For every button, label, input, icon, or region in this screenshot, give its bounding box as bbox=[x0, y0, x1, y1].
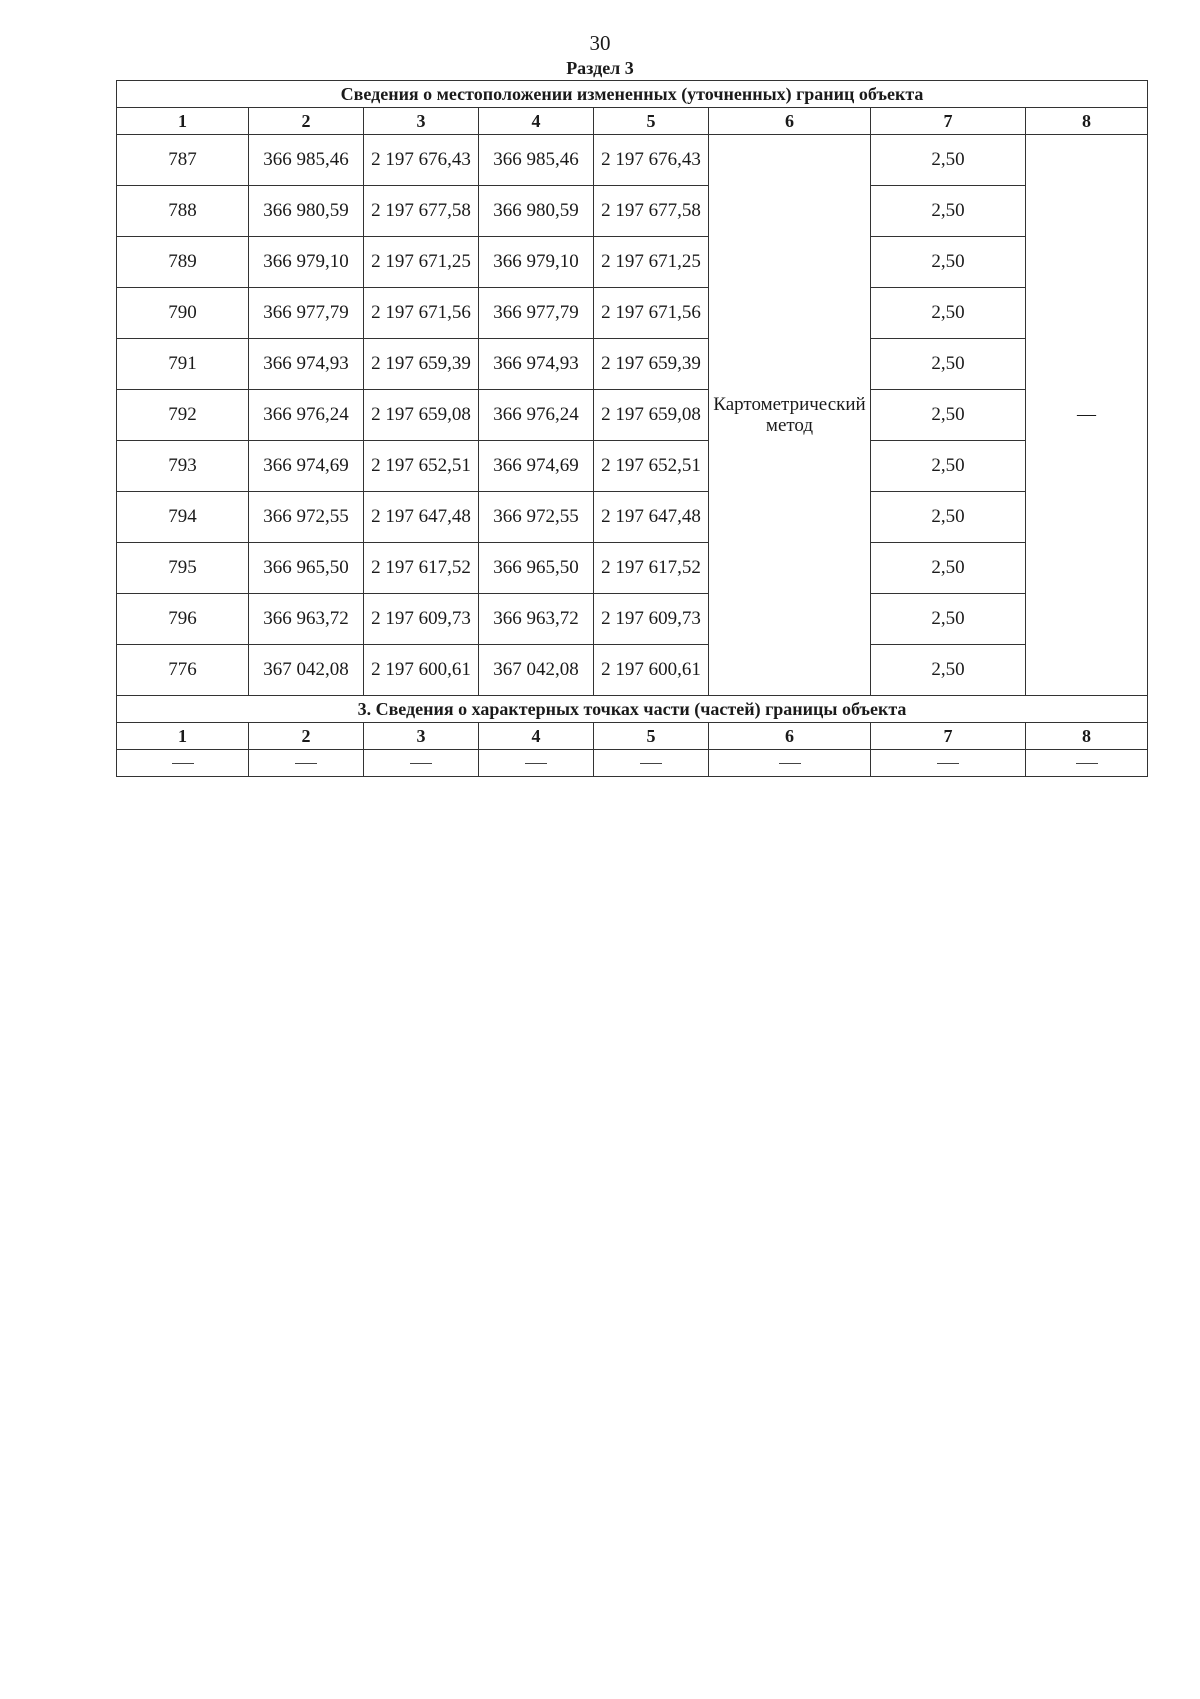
cell-x2: 366 977,79 bbox=[479, 288, 594, 339]
cell-y2: 2 197 676,43 bbox=[594, 135, 709, 186]
cell-point: 792 bbox=[117, 390, 249, 441]
cell-x1: 366 977,79 bbox=[249, 288, 364, 339]
cell-accuracy: 2,50 bbox=[871, 492, 1026, 543]
table2-column-number: 8 bbox=[1026, 723, 1148, 750]
cell-y2: 2 197 671,25 bbox=[594, 237, 709, 288]
cell-point: 788 bbox=[117, 186, 249, 237]
cell-x2: 366 980,59 bbox=[479, 186, 594, 237]
table-row bbox=[117, 594, 1148, 645]
cell-x2: 367 042,08 bbox=[479, 645, 594, 696]
cell-x2: 366 974,69 bbox=[479, 441, 594, 492]
cell-x1: 366 974,69 bbox=[249, 441, 364, 492]
cell-y2: 2 197 659,39 bbox=[594, 339, 709, 390]
cell-y2: 2 197 600,61 bbox=[594, 645, 709, 696]
cell-y2: 2 197 677,58 bbox=[594, 186, 709, 237]
cell-y1: 2 197 677,58 bbox=[364, 186, 479, 237]
table-row bbox=[117, 492, 1148, 543]
table-row bbox=[117, 288, 1148, 339]
cell-y2: 2 197 671,56 bbox=[594, 288, 709, 339]
table1-column-number: 5 bbox=[594, 108, 709, 135]
cell-y1: 2 197 671,25 bbox=[364, 237, 479, 288]
table-row bbox=[117, 441, 1148, 492]
cell-y1: 2 197 676,43 bbox=[364, 135, 479, 186]
cell-method: Картометрический метод bbox=[709, 135, 871, 696]
table2-column-number: 1 bbox=[117, 723, 249, 750]
cell-y1: 2 197 647,48 bbox=[364, 492, 479, 543]
cell-point: 793 bbox=[117, 441, 249, 492]
empty-cell bbox=[249, 750, 364, 777]
cell-x2: 366 979,10 bbox=[479, 237, 594, 288]
cell-y1: 2 197 617,52 bbox=[364, 543, 479, 594]
table1-column-numbers bbox=[117, 108, 1148, 135]
cell-point: 795 bbox=[117, 543, 249, 594]
cell-point: 790 bbox=[117, 288, 249, 339]
page-number: 30 bbox=[589, 31, 611, 55]
cell-x2: 366 974,93 bbox=[479, 339, 594, 390]
cell-accuracy: 2,50 bbox=[871, 135, 1026, 186]
cell-y2: 2 197 659,08 bbox=[594, 390, 709, 441]
dash-line bbox=[779, 763, 801, 764]
table-row bbox=[117, 339, 1148, 390]
table1-caption: Сведения о местоположении измененных (уточненных) границ объекта bbox=[117, 81, 1148, 108]
cell-y1: 2 197 659,08 bbox=[364, 390, 479, 441]
table1-column-number: 1 bbox=[117, 108, 249, 135]
cell-accuracy: 2,50 bbox=[871, 186, 1026, 237]
table2-column-number: 5 bbox=[594, 723, 709, 750]
boundary-table bbox=[116, 80, 1148, 777]
dash-line bbox=[1076, 763, 1098, 764]
cell-x2: 366 985,46 bbox=[479, 135, 594, 186]
cell-x1: 367 042,08 bbox=[249, 645, 364, 696]
table2-column-number: 2 bbox=[249, 723, 364, 750]
cell-point: 796 bbox=[117, 594, 249, 645]
cell-col8: — bbox=[1026, 135, 1148, 696]
cell-accuracy: 2,50 bbox=[871, 390, 1026, 441]
table2-column-number: 7 bbox=[871, 723, 1026, 750]
dash-line bbox=[937, 763, 959, 764]
table1-column-number: 6 bbox=[709, 108, 871, 135]
table-row bbox=[117, 645, 1148, 696]
cell-x2: 366 963,72 bbox=[479, 594, 594, 645]
table1-column-number: 2 bbox=[249, 108, 364, 135]
section-title: Раздел 3 bbox=[566, 58, 634, 78]
table1-column-number: 4 bbox=[479, 108, 594, 135]
empty-cell bbox=[594, 750, 709, 777]
cell-y2: 2 197 609,73 bbox=[594, 594, 709, 645]
table-row bbox=[117, 186, 1148, 237]
table2-column-number: 4 bbox=[479, 723, 594, 750]
cell-accuracy: 2,50 bbox=[871, 288, 1026, 339]
cell-point: 787 bbox=[117, 135, 249, 186]
cell-x1: 366 980,59 bbox=[249, 186, 364, 237]
cell-x1: 366 972,55 bbox=[249, 492, 364, 543]
cell-accuracy: 2,50 bbox=[871, 339, 1026, 390]
dash-line bbox=[525, 763, 547, 764]
cell-point: 776 bbox=[117, 645, 249, 696]
cell-y1: 2 197 609,73 bbox=[364, 594, 479, 645]
empty-cell bbox=[479, 750, 594, 777]
cell-y2: 2 197 652,51 bbox=[594, 441, 709, 492]
empty-cell bbox=[364, 750, 479, 777]
table1-column-number: 3 bbox=[364, 108, 479, 135]
cell-point: 794 bbox=[117, 492, 249, 543]
cell-x1: 366 974,93 bbox=[249, 339, 364, 390]
cell-y2: 2 197 617,52 bbox=[594, 543, 709, 594]
table2-empty-row bbox=[117, 750, 1148, 777]
table2-column-number: 6 bbox=[709, 723, 871, 750]
table2-caption: 3. Сведения о характерных точках части (частей) границы объекта bbox=[117, 696, 1148, 723]
table1-column-number: 7 bbox=[871, 108, 1026, 135]
cell-accuracy: 2,50 bbox=[871, 441, 1026, 492]
table-row bbox=[117, 543, 1148, 594]
cell-y1: 2 197 652,51 bbox=[364, 441, 479, 492]
cell-accuracy: 2,50 bbox=[871, 594, 1026, 645]
empty-cell bbox=[871, 750, 1026, 777]
cell-x1: 366 976,24 bbox=[249, 390, 364, 441]
cell-accuracy: 2,50 bbox=[871, 237, 1026, 288]
cell-x1: 366 979,10 bbox=[249, 237, 364, 288]
dash-line bbox=[640, 763, 662, 764]
cell-point: 791 bbox=[117, 339, 249, 390]
table2-column-number: 3 bbox=[364, 723, 479, 750]
cell-x2: 366 965,50 bbox=[479, 543, 594, 594]
table-row bbox=[117, 390, 1148, 441]
cell-y1: 2 197 600,61 bbox=[364, 645, 479, 696]
cell-y1: 2 197 659,39 bbox=[364, 339, 479, 390]
empty-cell bbox=[117, 750, 249, 777]
cell-x2: 366 976,24 bbox=[479, 390, 594, 441]
empty-cell bbox=[1026, 750, 1148, 777]
cell-accuracy: 2,50 bbox=[871, 645, 1026, 696]
cell-x1: 366 985,46 bbox=[249, 135, 364, 186]
dash-line bbox=[295, 763, 317, 764]
empty-cell bbox=[709, 750, 871, 777]
cell-accuracy: 2,50 bbox=[871, 543, 1026, 594]
cell-x1: 366 965,50 bbox=[249, 543, 364, 594]
table2-column-numbers bbox=[117, 723, 1148, 750]
cell-y1: 2 197 671,56 bbox=[364, 288, 479, 339]
cell-point: 789 bbox=[117, 237, 249, 288]
cell-x1: 366 963,72 bbox=[249, 594, 364, 645]
cell-x2: 366 972,55 bbox=[479, 492, 594, 543]
table1-column-number: 8 bbox=[1026, 108, 1148, 135]
dash-line bbox=[410, 763, 432, 764]
table-row bbox=[117, 237, 1148, 288]
dash-line bbox=[172, 763, 194, 764]
cell-y2: 2 197 647,48 bbox=[594, 492, 709, 543]
table-row bbox=[117, 135, 1148, 186]
